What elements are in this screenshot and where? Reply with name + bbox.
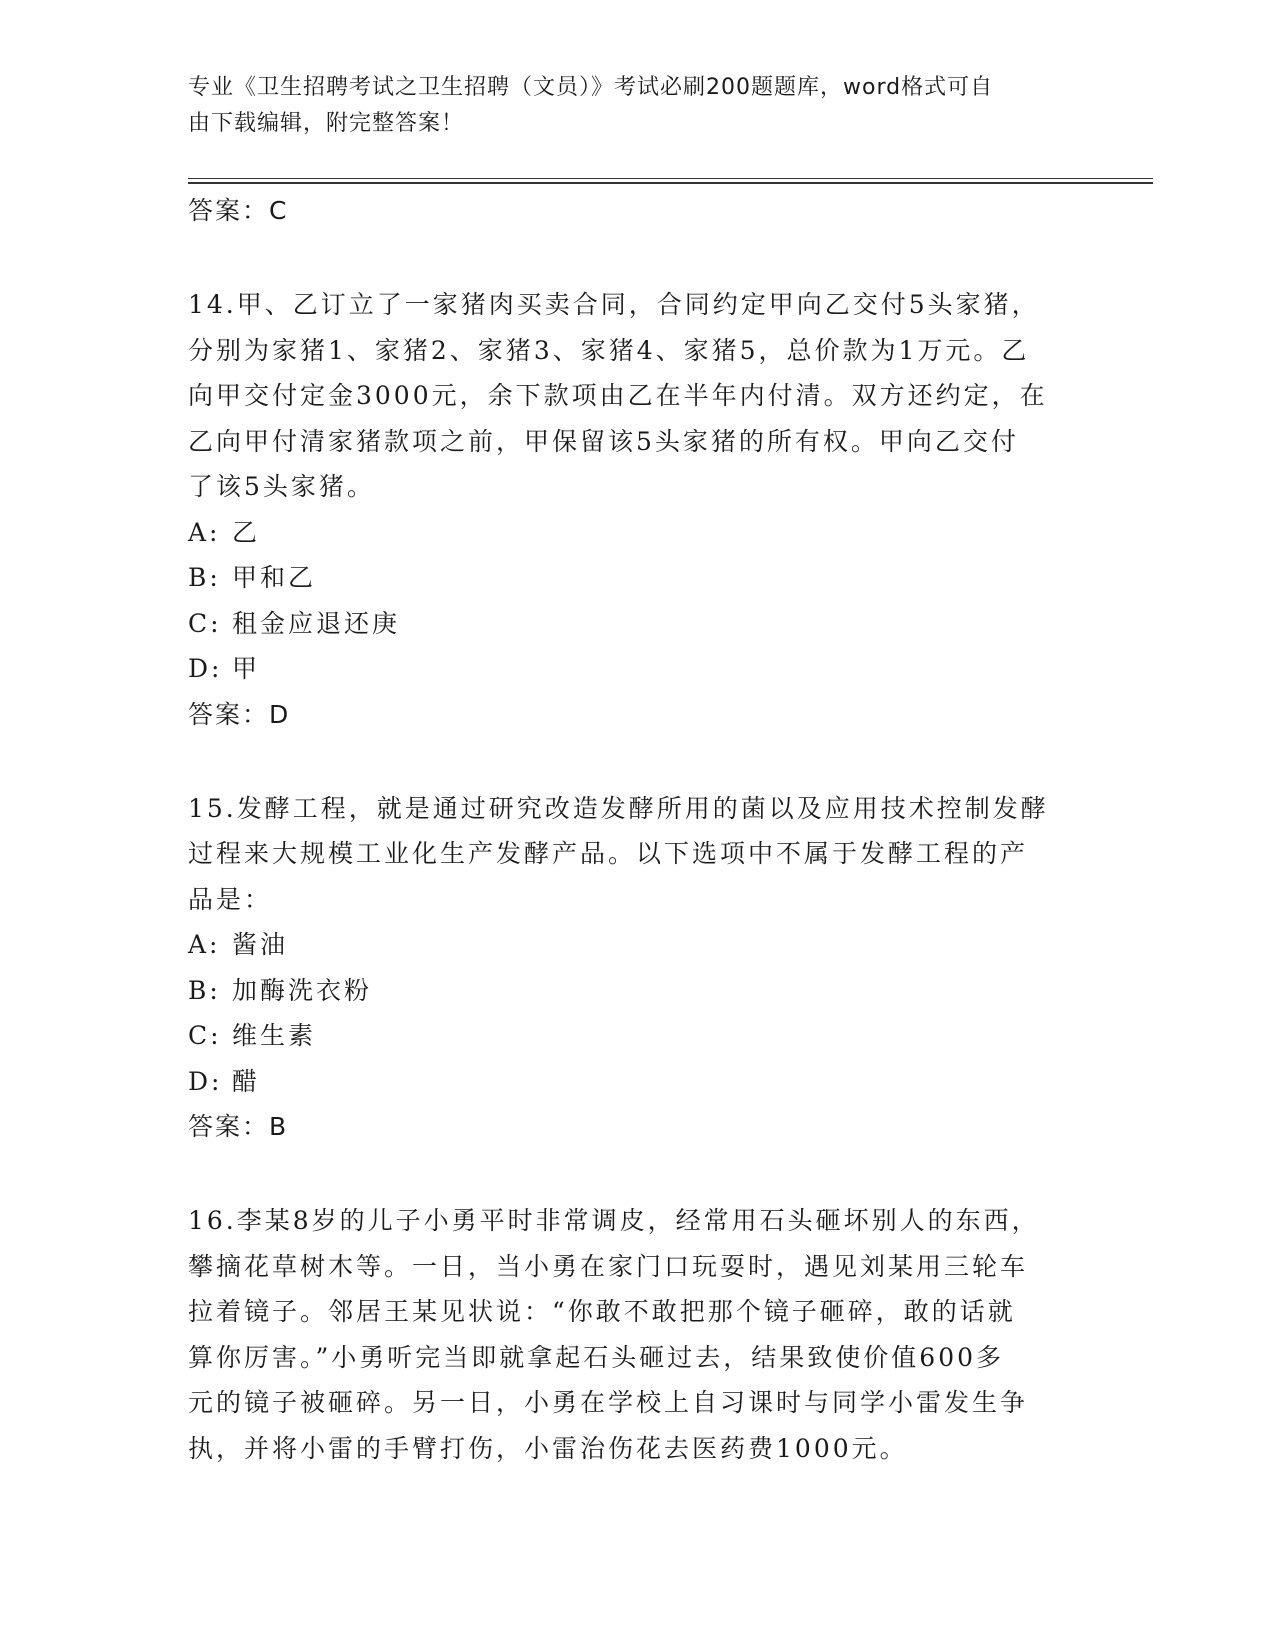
question-16-line: 算你厉害。”小勇听完当即就拿起石头砸过去，结果致使价值600多	[188, 1342, 1005, 1372]
question-14-line: 14.甲、乙订立了一家猪肉买卖合同，合同约定甲向乙交付5头家猪，	[188, 290, 1040, 319]
option-key: B:	[188, 563, 221, 592]
question-15	[188, 786, 1088, 1151]
option-text: 甲	[232, 654, 261, 683]
option-key: C:	[188, 608, 222, 638]
question-16-line: 执，并将小雷的手臂打伤，小雷治伤花去医药费1000元。	[188, 1433, 908, 1463]
question-15-line: 15.发酵工程，就是通过研究改造发酵所用的菌以及应用技术控制发酵	[188, 793, 1049, 823]
question-16-line: 16.李某8岁的儿子小勇平时非常调皮，经常用石头砸坏别人的东西，	[188, 1206, 1040, 1235]
question-16-line: 元的镜子被砸碎。另一日，小勇在学校上自习课时与同学小雷发生争	[188, 1388, 1029, 1417]
option-key: B:	[188, 975, 221, 1005]
question-14-option-b	[188, 555, 1088, 601]
question-15-option-c	[188, 1013, 1088, 1059]
question-14	[188, 282, 1088, 738]
option-text: 加酶洗衣粉	[232, 975, 373, 1005]
option-text: 甲和乙	[232, 563, 317, 592]
question-14-line: 向甲交付定金3000元，余下款项由乙在半年内付清。双方还约定，在	[188, 381, 1048, 410]
question-14-option-d	[188, 646, 1088, 692]
question-15-option-b	[188, 968, 1088, 1014]
option-key: A:	[188, 517, 221, 547]
question-16-line: 拉着镜子。邻居王某见状说：“你敢不敢把那个镜子砸碎，敢的话就	[188, 1297, 1016, 1326]
answer-13: 答案：C	[188, 196, 289, 225]
question-14-option-c	[188, 601, 1088, 647]
answer-14: 答案：D	[188, 699, 291, 729]
option-text: 酱油	[232, 930, 289, 959]
question-14-line: 乙向甲付清家猪款项之前，甲保留该5头家猪的所有权。甲向乙交付	[188, 426, 1019, 456]
option-key: D:	[188, 654, 223, 683]
option-text: 醋	[232, 1066, 261, 1096]
option-text: 维生素	[232, 1021, 317, 1050]
question-15-line: 品是：	[188, 884, 273, 914]
answer-15: 答案：B	[188, 1112, 289, 1141]
option-text: 乙	[232, 517, 261, 547]
question-15-option-a	[188, 922, 1088, 968]
document-header	[188, 70, 1088, 142]
document-body	[188, 188, 1088, 1471]
question-16-line: 攀摘花草树木等。一日，当小勇在家门口玩耍时，遇见刘某用三轮车	[188, 1251, 1029, 1281]
option-key: C:	[188, 1021, 222, 1050]
header-divider-thin	[188, 178, 1153, 179]
question-14-line: 了该5头家猪。	[188, 472, 375, 501]
question-14-line: 分别为家猪1、家猪2、家猪3、家猪4、家猪5，总价款为1万元。乙	[188, 335, 1030, 365]
question-14-option-a	[188, 510, 1088, 556]
option-key: A:	[188, 930, 221, 959]
question-15-line: 过程来大规模工业化生产发酵产品。以下选项中不属于发酵工程的产	[188, 839, 1029, 868]
question-15-option-d	[188, 1059, 1088, 1105]
option-key: D:	[188, 1066, 223, 1096]
option-text: 租金应退还庚	[232, 608, 401, 638]
header-line-2: 由下载编辑，附完整答案！	[188, 111, 465, 136]
header-line-1: 专业《卫生招聘考试之卫生招聘（文员）》考试必刷200题题库，word格式可自	[188, 75, 994, 100]
question-16	[188, 1198, 1088, 1471]
header-divider-thick	[188, 182, 1153, 184]
